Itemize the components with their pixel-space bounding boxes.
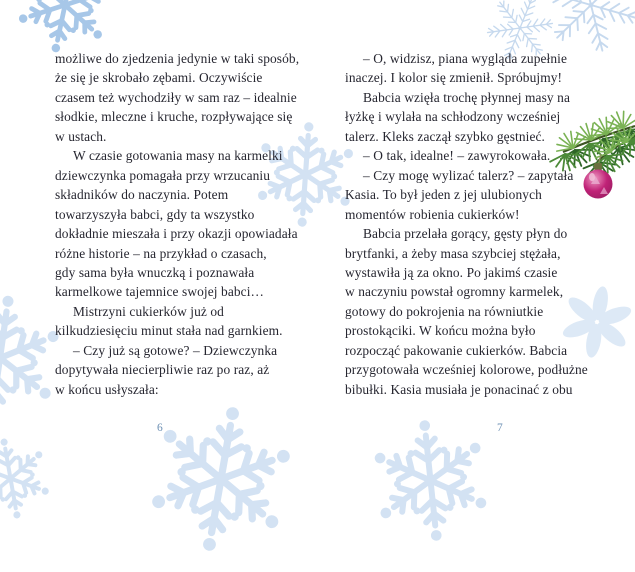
text-line: bibułki. Kasia musiała je ponacinać z obu [345, 381, 573, 397]
text-line: słodkie, mleczne i kruche, rozpływające się [55, 109, 293, 125]
page-number-left: 6 [157, 422, 163, 434]
text-line: czasem też wychodziły w sam raz – idealnie [55, 89, 297, 105]
text-line: w naczyniu powstał ogromny karmelek, [345, 284, 564, 300]
snowflake-icon [357, 407, 503, 553]
text-line: towarzyszyła babci, gdy ta wszystko [55, 206, 255, 222]
text-line: możliwe do zjedzenia jedynie w taki sposób, [55, 51, 300, 66]
text-line: inaczej. I kolor się zmienił. Spróbujmy! [345, 70, 563, 86]
text-line: dopytywała niecierpliwie raz po raz, aż [55, 362, 270, 378]
text-line: – O, widzisz, piana wygląda zupełnie [363, 51, 568, 66]
text-line: karmelkowe tajemnice swojej babci… [55, 284, 265, 300]
text-line: W czasie gotowania masy na karmelki [73, 148, 283, 164]
text-line: Mistrzyni cukierków już od [73, 303, 224, 319]
page-right-text [345, 49, 605, 399]
text-line: talerz. Kleks zaczął szybko gęstnieć. [345, 128, 546, 144]
text-line: składników do naczynia. Potem [55, 187, 229, 203]
text-line: gotowy do pokrojenia na równiutkie [345, 303, 544, 319]
page-number-right: 7 [497, 422, 503, 434]
text-line: gdy sama była wnuczką i poznawała [55, 264, 255, 280]
text-line: Babcia wzięła trochę płynnej masy na [363, 89, 570, 105]
text-line: dziewczynka pomagała przy wrzucaniu [55, 167, 271, 183]
text-line: różne historie – na przykład o czasach, [55, 245, 267, 261]
text-line: prostokąciki. W końcu można było [345, 323, 536, 339]
text-line: w końcu usłyszała: [55, 381, 159, 397]
text-line: w ustach. [55, 128, 107, 144]
text-line: dokładnie mieszała i przy okazji opowiadała [55, 226, 298, 242]
text-line: łyżkę i wylała na schłodzony wcześniej [345, 109, 561, 125]
text-line: momentów robienia cukierków! [345, 206, 520, 222]
text-line: – O tak, idealne! – zawyrokowała. [363, 148, 551, 164]
text-line: że się je skrobało zębami. Oczywiście [55, 70, 263, 86]
text-line: rozpocząć pakowanie cukierków. Babcia [345, 342, 568, 358]
snowflake-icon [128, 386, 313, 571]
text-line: Babcia przelała gorący, gęsty płyn do [363, 226, 568, 242]
page-left-text [55, 49, 315, 399]
text-line: brytfanki, a żeby masa szybciej stężała, [345, 245, 561, 261]
text-line: – Czy mogę wylizać talerz? – zapytała [363, 167, 574, 183]
text-line: kilkudziesięciu minut stała nad garnkiem. [55, 323, 283, 339]
text-line: – Czy już są gotowe? – Dziewczynka [73, 342, 278, 358]
text-line: Kasia. To był jeden z jej ulubionych [345, 187, 542, 203]
text-line: przygotowała wcześniej kolorowe, podłużne [345, 362, 588, 378]
text-line: wystawiła ją za okno. Po jakimś czasie [345, 264, 558, 280]
snowflake-icon [0, 427, 62, 530]
